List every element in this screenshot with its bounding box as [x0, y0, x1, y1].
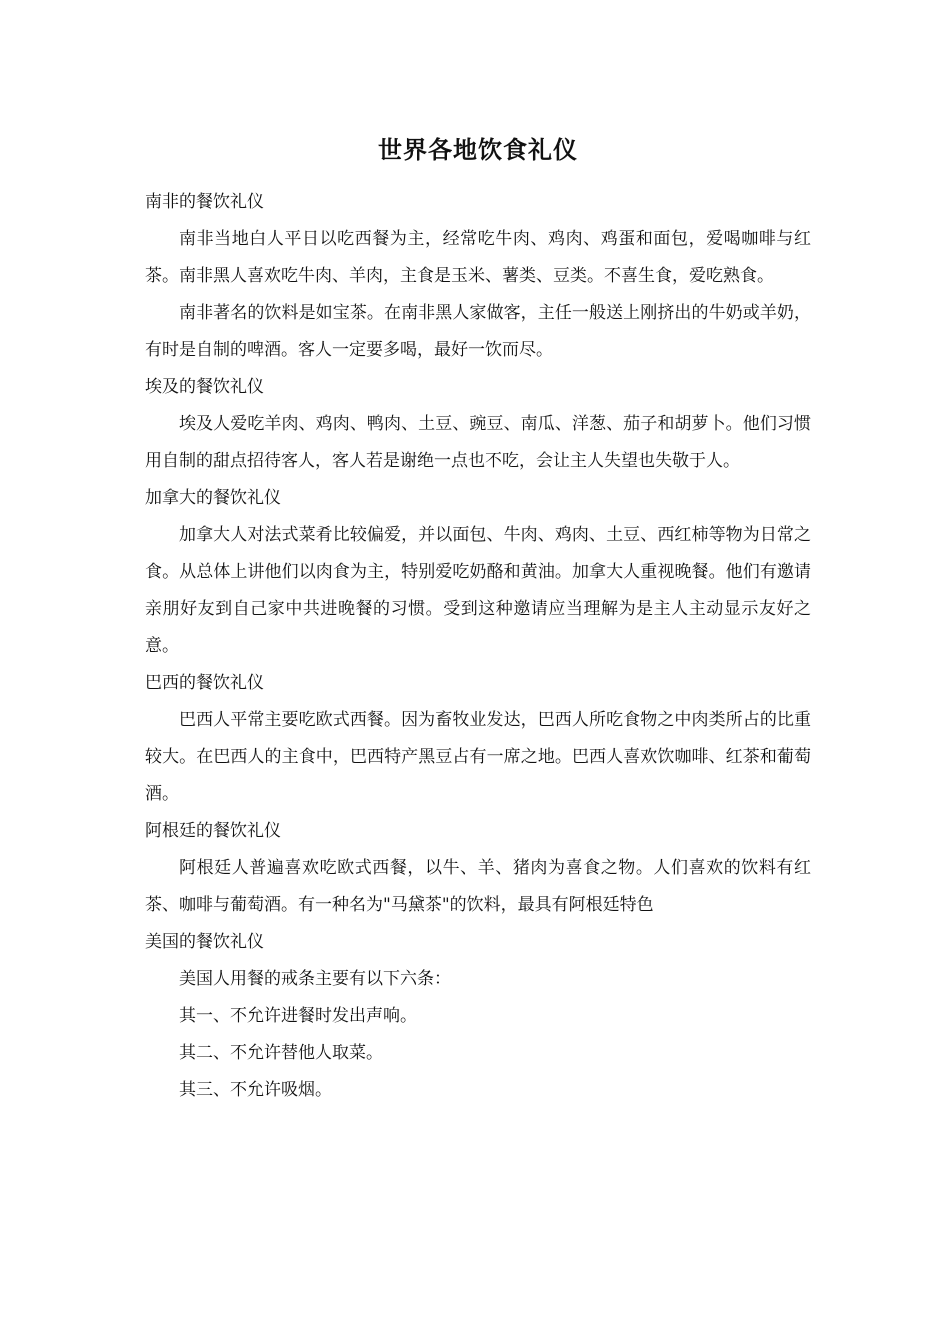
document-body	[145, 184, 811, 1109]
section-heading-brazil: 巴西的餐饮礼仪	[145, 673, 264, 693]
list-item: 其一、不允许进餐时发出声响。	[179, 1006, 417, 1026]
page-title: 世界各地饮食礼仪	[378, 136, 578, 164]
paragraph: 南非当地白人平日以吃西餐为主，经常吃牛肉、鸡肉、鸡蛋和面包，爱喝咖啡与红茶。南非黑人喜欢吃牛肉、羊肉，主食是玉米、薯类、豆类。不喜生食，爱吃熟食。	[145, 229, 811, 286]
section-heading-egypt: 埃及的餐饮礼仪	[145, 377, 264, 397]
section-heading-south-africa: 南非的餐饮礼仪	[145, 192, 264, 212]
paragraph: 巴西人平常主要吃欧式西餐。因为畜牧业发达，巴西人所吃食物之中肉类所占的比重较大。在巴西人的主食中，巴西特产黑豆占有一席之地。巴西人喜欢饮咖啡、红茶和葡萄酒。	[145, 710, 811, 804]
paragraph: 阿根廷人普遍喜欢吃欧式西餐，以牛、羊、猪肉为喜食之物。人们喜欢的饮料有红茶、咖啡与葡萄酒。有一种名为"马黛茶"的饮料，最具有阿根廷特色	[145, 858, 811, 915]
section-heading-usa: 美国的餐饮礼仪	[145, 932, 264, 952]
list-intro: 美国人用餐的戒条主要有以下六条：	[179, 969, 451, 989]
section-heading-argentina: 阿根廷的餐饮礼仪	[145, 821, 281, 841]
paragraph: 埃及人爱吃羊肉、鸡肉、鸭肉、土豆、豌豆、南瓜、洋葱、茄子和胡萝卜。他们习惯用自制的甜点招待客人，客人若是谢绝一点也不吃，会让主人失望也失敬于人。	[145, 414, 811, 471]
section-heading-canada: 加拿大的餐饮礼仪	[145, 488, 281, 508]
list-item: 其二、不允许替他人取菜。	[179, 1043, 383, 1063]
paragraph: 加拿大人对法式菜肴比较偏爱，并以面包、牛肉、鸡肉、土豆、西红柿等物为日常之食。从总体上讲他们以肉食为主，特别爱吃奶酪和黄油。加拿大人重视晚餐。他们有邀请亲朋好友到自己家中共进晚餐的习惯。受到这种邀请应当理解为是主人主动显示友好之意。	[145, 525, 811, 656]
paragraph: 南非著名的饮料是如宝茶。在南非黑人家做客，主任一般送上刚挤出的牛奶或羊奶，有时是自制的啤酒。客人一定要多喝，最好一饮而尽。	[145, 303, 811, 360]
list-item: 其三、不允许吸烟。	[179, 1080, 332, 1100]
